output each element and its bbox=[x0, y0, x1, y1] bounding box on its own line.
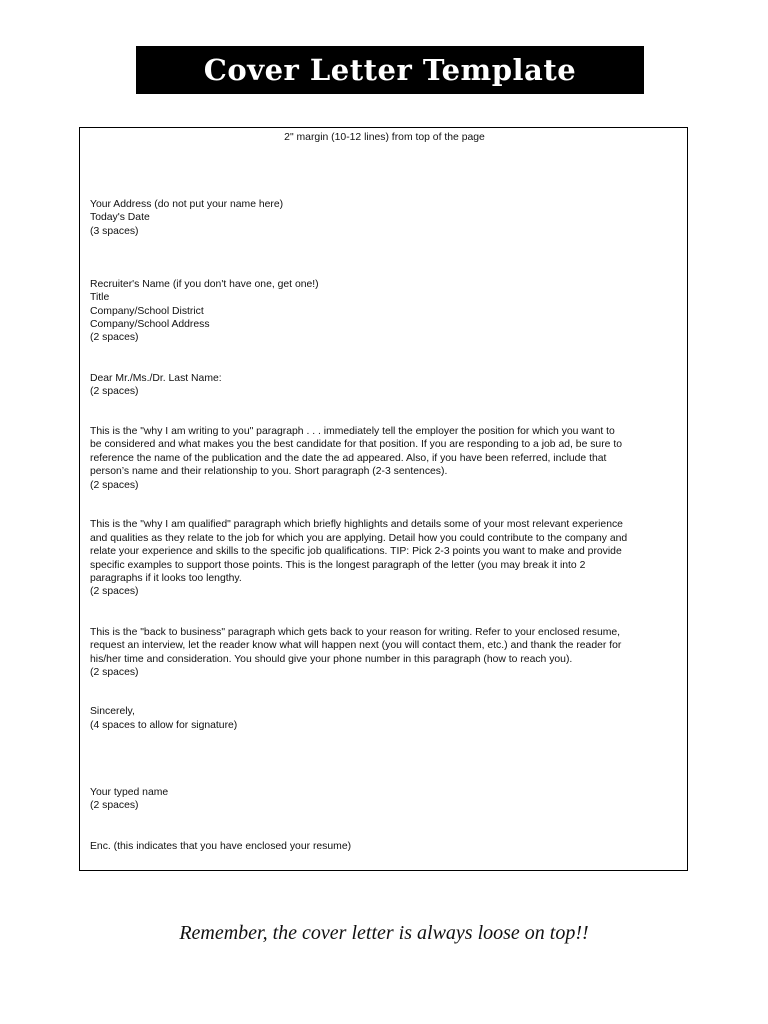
letter-template-box bbox=[79, 127, 688, 871]
spacing-note: (2 spaces) bbox=[90, 667, 139, 678]
paragraph-line: paragraphs if it looks too lengthy. bbox=[90, 573, 242, 584]
paragraph-line: This is the "why I am qualified" paragraph which briefly highlights and details some of your most relevant experience bbox=[90, 519, 623, 530]
spacing-note: (2 spaces) bbox=[90, 586, 139, 597]
address-line: Your Address (do not put your name here) bbox=[90, 199, 284, 210]
paragraph-line: This is the "back to business" paragraph which gets back to your reason for writing. Refer to your enclosed resume, bbox=[90, 627, 621, 638]
paragraph-line: be considered and what makes you the best candidate for that position. If you are responding to a job ad, be sure to bbox=[90, 439, 622, 450]
margin-note: 2" margin (10-12 lines) from top of the page bbox=[284, 132, 485, 143]
paragraph-line: request an interview, let the reader know what will happen next (you will contact them, etc.) and thank the reader for bbox=[90, 640, 622, 651]
recruiter-title-line: Title bbox=[90, 292, 110, 303]
paragraph-line: reference the name of the publication and the date the ad appeared. Also, if you have been referred, include that bbox=[90, 453, 607, 464]
typed-name-line: Your typed name bbox=[90, 787, 169, 798]
paragraph-line: and qualities as they relate to the job for which you are applying. Detail how you could contribute to the company and bbox=[90, 533, 628, 544]
page-title: Cover Letter Template bbox=[136, 46, 644, 94]
signature-space-note: (4 spaces to allow for signature) bbox=[90, 720, 238, 731]
date-line: Today's Date bbox=[90, 212, 150, 223]
recruiter-name-line: Recruiter's Name (if you don't have one, get one!) bbox=[90, 279, 319, 290]
paragraph-line: person’s name and their relationship to you. Short paragraph (2-3 sentences). bbox=[90, 466, 448, 477]
paragraph-line: specific examples to support those points. This is the longest paragraph of the letter (you may break it into 2 bbox=[90, 560, 586, 571]
enclosure-line: Enc. (this indicates that you have enclosed your resume) bbox=[90, 841, 352, 852]
spacing-note: (2 spaces) bbox=[90, 480, 139, 491]
company-district-line: Company/School District bbox=[90, 306, 204, 317]
footer-reminder: Remember, the cover letter is always loose on top!! bbox=[179, 922, 589, 944]
spacing-note: (3 spaces) bbox=[90, 226, 139, 237]
spacing-note: (2 spaces) bbox=[90, 800, 139, 811]
company-address-line: Company/School Address bbox=[90, 319, 210, 330]
spacing-note: (2 spaces) bbox=[90, 386, 139, 397]
spacing-note: (2 spaces) bbox=[90, 332, 139, 343]
paragraph-line: This is the "why I am writing to you" paragraph . . . immediately tell the employer the position for which you want to bbox=[90, 426, 615, 437]
closing-line: Sincerely, bbox=[90, 706, 135, 717]
salutation-line: Dear Mr./Ms./Dr. Last Name: bbox=[90, 373, 222, 384]
paragraph-line: his/her time and consideration. You should give your phone number in this paragraph (how to reach you). bbox=[90, 654, 573, 665]
paragraph-line: relate your experience and skills to the specific job qualifications. TIP: Pick 2-3 points you want to make and provide bbox=[90, 546, 622, 557]
